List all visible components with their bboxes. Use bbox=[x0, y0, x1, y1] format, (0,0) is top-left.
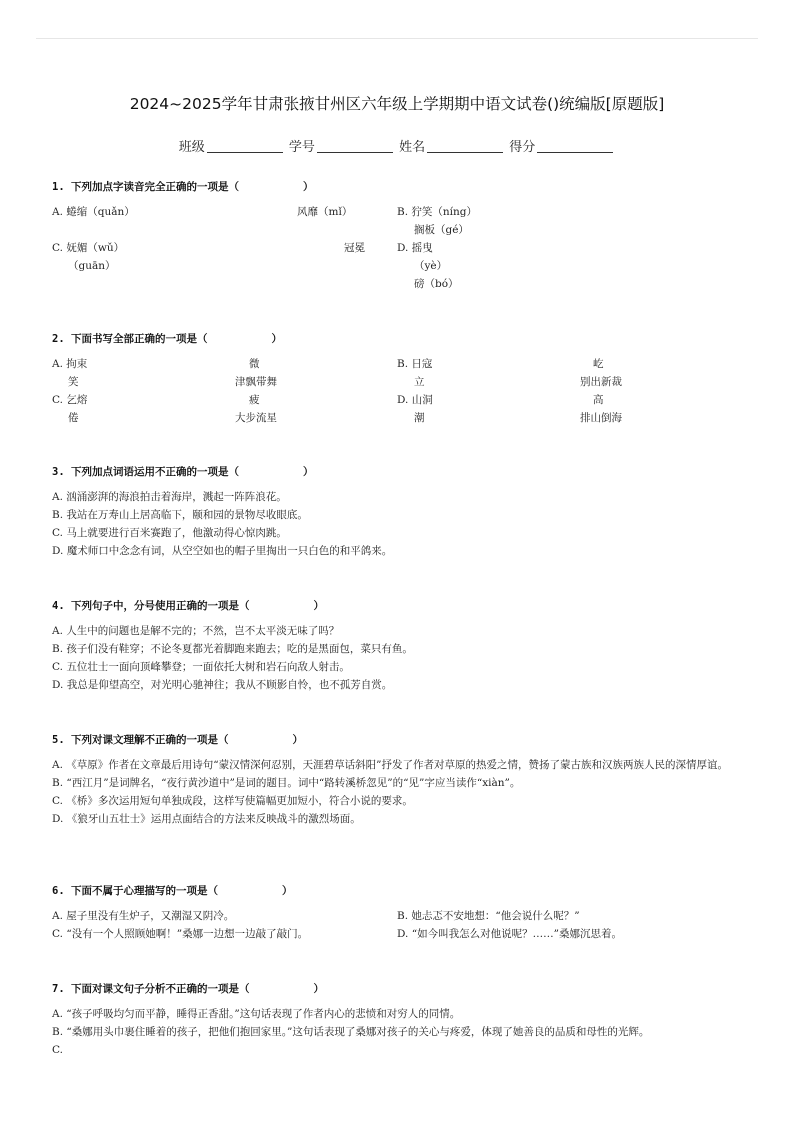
option-d[interactable]: D. 魔术师口中念念有词，从空空如也的帽子里掏出一只白色的和平鸽来。 bbox=[52, 545, 393, 557]
option-b[interactable]: B. “桑娜用头巾裹住睡着的孩子，把他们抱回家里。”这句话表现了桑娜对孩子的关心与疼爱，体现了她善良的品质和母性的光辉。 bbox=[52, 1026, 650, 1038]
option-c[interactable]: C. “没有一个人照顾她啊！”桑娜一边想一边敲了敲门。 bbox=[52, 928, 309, 940]
question-6 bbox=[52, 882, 742, 943]
option-c-part: 倦 bbox=[68, 412, 79, 424]
option-d-part: 磅（bó） bbox=[414, 278, 459, 290]
option-row bbox=[52, 373, 742, 391]
option-a[interactable]: A. 人生中的问题也是解不完的；不然，岂不太平淡无味了吗？ bbox=[52, 625, 340, 637]
question-stem: 1. 下列加点字读音完全正确的一项是（ ） bbox=[52, 181, 314, 193]
option-row bbox=[52, 907, 742, 925]
option-d-part: 排山倒海 bbox=[580, 412, 622, 424]
option-row bbox=[52, 409, 742, 427]
score-field[interactable] bbox=[537, 140, 613, 153]
question-2 bbox=[52, 330, 742, 427]
option-c[interactable]: C. 《桥》多次运用短句单独成段，这样写使篇幅更加短小，符合小说的要求。 bbox=[52, 795, 413, 807]
option-d-part: 潮 bbox=[414, 412, 425, 424]
option-b[interactable]: B. 日寇 bbox=[397, 358, 433, 370]
page-title: 2024~2025学年甘肃张掖甘州区六年级上学期期中语文试卷()统编版[原题版] bbox=[129, 95, 665, 113]
id-label: 学号 bbox=[288, 140, 315, 155]
option-a-part: 津飘带舞 bbox=[235, 376, 277, 388]
score-label: 得分 bbox=[509, 140, 536, 155]
question-stem: 6. 下面不属于心理描写的一项是（ ） bbox=[52, 885, 293, 897]
top-divider bbox=[36, 38, 758, 39]
question-3 bbox=[52, 463, 742, 560]
question-stem: 2. 下面书写全部正确的一项是（ ） bbox=[52, 333, 282, 345]
option-b-part: 搁板（gé） bbox=[414, 224, 469, 236]
option-b[interactable]: B. 孩子们没有鞋穿；不论冬夏都光着脚跑来跑去；吃的是黑面包，菜只有鱼。 bbox=[52, 643, 413, 655]
question-stem: 7. 下面对课文句子分析不正确的一项是（ ） bbox=[52, 983, 324, 995]
option-d[interactable]: D. 我总是仰望高空，对光明心驰神往；我从不顾影自怜，也不孤芳自赏。 bbox=[52, 679, 393, 691]
option-b-part: 别出新裁 bbox=[580, 376, 622, 388]
option-a[interactable]: A. 拘束 bbox=[52, 358, 88, 370]
option-d[interactable]: D. 摇曳 bbox=[397, 242, 433, 254]
name-field[interactable] bbox=[427, 140, 503, 153]
option-row bbox=[52, 257, 742, 275]
option-d[interactable]: D. 山洞 bbox=[397, 394, 433, 406]
option-a[interactable]: A. 汹涌澎湃的海浪拍击着海岸，溅起一阵阵浪花。 bbox=[52, 491, 287, 503]
option-row bbox=[52, 239, 742, 257]
option-c-part: 冠冕 bbox=[344, 242, 365, 254]
option-c-part: 疲 bbox=[249, 394, 260, 406]
option-b[interactable]: B. 狞笑（níng） bbox=[397, 206, 477, 218]
option-d[interactable]: D. 《狼牙山五壮士》运用点面结合的方法来反映战斗的激烈场面。 bbox=[52, 813, 361, 825]
option-row bbox=[52, 391, 742, 409]
id-field[interactable] bbox=[317, 140, 393, 153]
question-5 bbox=[52, 731, 742, 828]
option-b[interactable]: B. “西江月”是词牌名，“夜行黄沙道中”是词的题目。词中“路转溪桥忽见”的“见”字应当读作“xiàn”。 bbox=[52, 777, 521, 789]
option-c[interactable]: C. bbox=[52, 1044, 63, 1056]
option-a[interactable]: A. 蜷缩（quǎn） bbox=[52, 206, 135, 218]
class-label: 班级 bbox=[178, 140, 205, 155]
option-d[interactable]: D. “如今叫我怎么对他说呢？……”桑娜沉思着。 bbox=[397, 928, 622, 940]
option-c[interactable]: C. 乞熔 bbox=[52, 394, 88, 406]
option-a-part: 风靡（mǐ） bbox=[297, 206, 353, 218]
option-a[interactable]: A. 屋子里没有生炉子，又潮湿又阴冷。 bbox=[52, 910, 235, 922]
option-b-part: 立 bbox=[414, 376, 425, 388]
question-stem: 3. 下列加点词语运用不正确的一项是（ ） bbox=[52, 466, 314, 478]
student-info-line bbox=[0, 136, 794, 155]
option-b[interactable]: B. 我站在万寿山上居高临下，颐和园的景物尽收眼底。 bbox=[52, 509, 308, 521]
option-c[interactable]: C. 马上就要进行百米赛跑了，他激动得心惊肉跳。 bbox=[52, 527, 287, 539]
class-field[interactable] bbox=[207, 140, 283, 153]
option-a-part: 笑 bbox=[68, 376, 79, 388]
option-row bbox=[52, 203, 742, 221]
option-d-part: （yè） bbox=[414, 260, 448, 272]
option-a-part: 微 bbox=[249, 358, 260, 370]
option-a[interactable]: A. 《草原》作者在文章最后用诗句“蒙汉情深何忍别，天涯碧草话斜阳”抒发了作者对草原的热爱之情，赞扬了蒙古族和汉族两族人民的深情厚谊。 bbox=[52, 759, 728, 771]
option-row bbox=[52, 925, 742, 943]
question-1 bbox=[52, 178, 742, 293]
option-c[interactable]: C. 妩媚（wǔ） bbox=[52, 242, 125, 254]
option-row bbox=[52, 355, 742, 373]
name-label: 姓名 bbox=[399, 140, 426, 155]
question-7 bbox=[52, 980, 742, 1059]
option-row bbox=[52, 275, 742, 293]
option-b-part: 屹 bbox=[593, 358, 604, 370]
option-c[interactable]: C. 五位壮士一面向顶峰攀登；一面依托大树和岩石向敌人射击。 bbox=[52, 661, 350, 673]
option-b[interactable]: B. 她忐忑不安地想：“他会说什么呢？” bbox=[397, 910, 580, 922]
question-stem: 5. 下列对课文理解不正确的一项是（ ） bbox=[52, 734, 303, 746]
option-a[interactable]: A. “孩子呼吸均匀而平静，睡得正香甜。”这句话表现了作者内心的悲愤和对穷人的同情。 bbox=[52, 1008, 461, 1020]
option-c-part: 大步流星 bbox=[235, 412, 277, 424]
option-d-part: 高 bbox=[593, 394, 604, 406]
option-c-part: （guān） bbox=[68, 260, 116, 272]
question-4 bbox=[52, 597, 742, 694]
question-stem: 4. 下列句子中，分号使用正确的一项是（ ） bbox=[52, 600, 324, 612]
option-row bbox=[52, 221, 742, 239]
